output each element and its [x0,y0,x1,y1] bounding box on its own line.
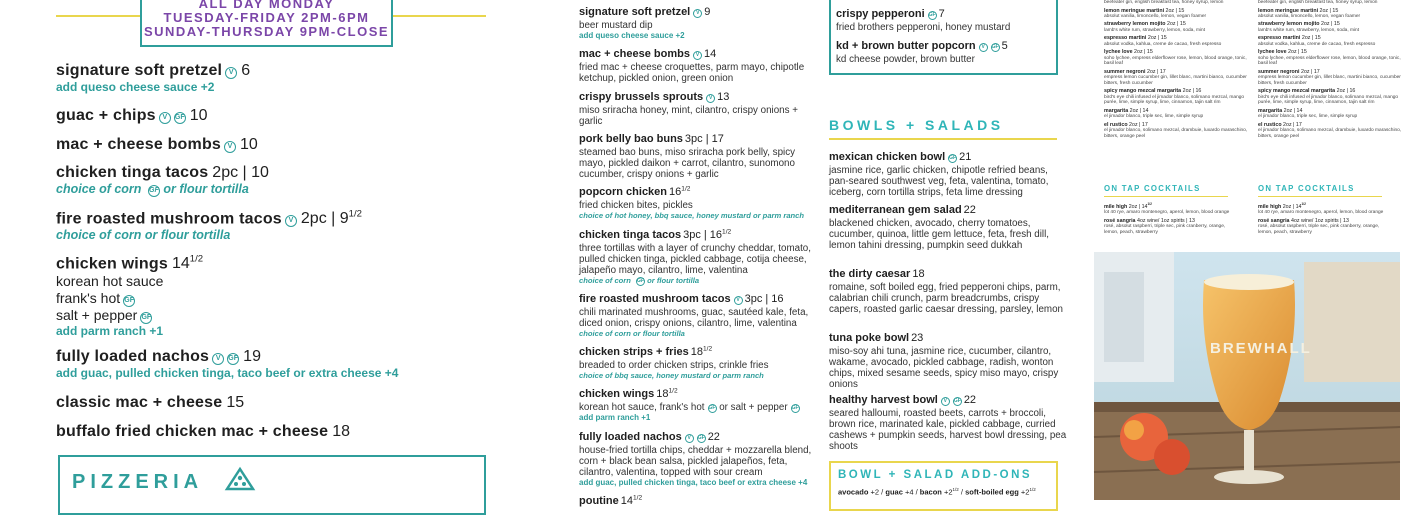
cocktail-price: 2oz | 15 [1319,7,1339,14]
item-addon: add queso cheese sauce +2 [56,80,215,94]
cocktail-description: el jimador blanco, solimano mezcal, drambuie, luxardo maraschino, bitters, orange peel [1104,127,1248,139]
cocktail-description: soho lychee, empress elderflower rose, lemon, blood orange, tonic, basil leaf [1104,55,1247,67]
cocktail-description: soho lychee, empress elderflower rose, lemon, blood orange, tonic, basil leaf [1258,55,1401,67]
item-name: tuna poke bowl [829,332,910,344]
item-name: chicken wings [56,255,168,273]
cocktail-item [1104,108,1254,120]
divider [1104,196,1228,197]
cocktail-price: 2oz | 15 [1167,21,1186,28]
vegetarian-icon: V [159,112,171,124]
item-name: chicken strips + fries [579,346,689,358]
beer-glass-photo [1094,252,1400,500]
cocktail-description: el jimador blanco, solimano mezcal, drambuie, luxardo maraschino, bitters, orange peel [1258,127,1402,139]
item-name: fully loaded nachos [579,431,682,443]
item-price: 15 [226,394,245,411]
cocktail-price: 2oz | 17 [1301,68,1320,75]
cocktail-description: absolut vanilia, limoncello, lemon, vegan foamer [1104,13,1207,19]
cocktail-name: espresso martini [1258,35,1301,42]
cocktail-name: lychee love [1258,49,1287,56]
cocktail-item [1258,21,1408,33]
cocktail-price: 2oz | 17 [1283,121,1302,128]
bowl-addons-box [829,461,1058,511]
cocktail-list-right [1258,0,1408,141]
bowls-salads-panel [815,0,1077,500]
cocktail-description: el jimador blanco, triple sec, lime, simple syrup [1258,114,1358,120]
item-price: 5 [1001,40,1008,52]
brewhall-logo: BREWHALL [1210,340,1312,357]
item-description: three tortillas with a layer of crunchy cheddar, tomato, pulled chicken tinga, pickled cabbage, cotija cheese, jalapeño mayo, cilantro, lime, valentina [579,243,811,276]
item-choice: choice of hot honey, bbq sauce, honey mustard or parm ranch [579,211,805,220]
cocktail-item: rosé sangria 4oz wine/ 1oz spirits | 13 rosé, absolut raspberri, triple sec, pink cranberry, orange, lemon, peach, strawberry [1104,217,1226,235]
cocktail-price: 2oz | 15 [1321,21,1340,28]
cocktail-item [1104,88,1254,105]
item-price: 22 [963,204,976,216]
happy-hour-times-box [140,0,393,47]
item-description: chili marinated mushrooms, guac, sautéed kale, feta, diced onion, crispy onions, cilantro, lime, valentina [579,307,809,329]
vegetarian-icon: V [693,51,702,60]
menu-item [836,4,1076,33]
cocktail-list-left [1104,0,1254,141]
item-choice: choice of corn or flour tortilla [56,228,231,243]
item-price: 3pc | 16 [744,293,784,305]
menu-item [56,254,536,338]
cocktail-price: 2oz | 15 [1134,49,1153,56]
cocktails-panel [1077,0,1400,500]
tap-list [1258,201,1388,237]
menu-item [829,200,1069,251]
cocktail-name: lemon meringue martini [1104,7,1165,14]
vegetarian-icon: V [693,9,702,18]
cocktail-name: margarita [1258,107,1283,114]
item-name: crispy pepperoni [836,8,925,20]
gluten-free-icon: GF [697,435,705,441]
item-price: 10 [189,107,208,124]
item-description: kd cheese powder, brown butter [836,54,975,65]
gluten-free-icon: GF [991,44,999,50]
item-price: 6 [241,62,251,79]
tap-list [1104,201,1234,237]
cocktail-item [1258,49,1408,66]
happy-hour-line: ALL DAY MONDAY [198,0,335,11]
vegetarian-icon: V [979,43,988,52]
gluten-free-icon: GF [123,295,135,307]
vegetarian-icon: V [941,397,950,406]
menu-item [56,107,536,125]
cocktail-price: 2oz | 17 [1147,68,1166,75]
item-price: 10 [240,136,258,153]
item-name: signature soft pretzel [56,62,223,79]
item-name: fire roasted mushroom tacos [579,293,731,305]
cocktail-item: mile high 2oz | $14^{1/2}$ lot 40 rye, amaro montenegro, aperol, lemon, blood orange [1104,202,1230,216]
gluten-free-icon: GF [140,312,152,324]
item-name: chicken tinga tacos [579,229,682,241]
divider [829,138,1057,140]
item-price: 3pc | $16^{1/2}$ [683,228,732,241]
menu-item [56,209,536,242]
sauce-option: frank's hot GF [56,290,135,307]
section-title: BOWL + SALAD ADD-ONS [838,469,1033,481]
sauce-option: salt + pepper GF [56,307,152,324]
happy-hour-line: TUESDAY-FRIDAY 2PM-6PM [163,10,370,25]
item-addon: add guac, pulled chicken tinga, taco beef or extra cheese +4 [56,366,399,380]
cocktail-item [1258,108,1408,120]
menu-item [829,328,1069,390]
cocktail-name: lychee love [1104,49,1133,56]
sauce-option: korean hot sauce [56,273,164,290]
item-price: $14^{1/2}$ [620,494,643,507]
cocktail-description: lamb's white rum, strawberry, lemon, soda, mint [1104,27,1206,33]
menu-item [829,264,1069,315]
item-price: 18 [912,268,925,280]
cocktail-price: 2oz | 16 [1182,88,1202,95]
cocktail-name: spicy mango mezcal margarita [1104,88,1182,95]
item-price: $14^{1/2}$ [171,254,204,273]
section-title: BOWLS + SALADS [829,117,1004,133]
cocktail-name: espresso martini [1104,35,1147,42]
cocktail-item [1258,8,1408,20]
cocktail-description: beefeater gin, english breakfast tea, honey syrup, lemon [1258,0,1378,5]
menu-item [579,225,819,286]
cocktail-item [1258,69,1408,86]
gluten-free-icon: GF [949,155,957,161]
gluten-free-icon: GF [174,112,186,124]
item-description: blackened chicken, avocado, cherry tomatoes, cucumber, quinoa, little gem lettuce, feta, fresh dill, lemon tahini dressing, pumpkin seed dukkah [829,218,1049,251]
vegetarian-icon: V [706,94,715,103]
item-name: guac + chips [56,107,156,124]
vegetarian-icon: V [685,434,694,443]
menu-item [579,289,819,338]
item-price: 7 [938,8,945,20]
cocktail-description: empress lemon cucumber gin, lillet blanc, martini bianco, cucumber bitters, fresh cucumber [1258,75,1401,86]
item-name: healthy harvest bowl [829,394,938,406]
menu-item [56,62,536,94]
pizzeria-section [58,455,486,515]
cocktail-name: spicy mango mezcal margarita [1258,88,1336,95]
section-title: PIZZERIA [72,471,204,493]
item-name: pork belly bao buns [579,133,683,145]
cocktail-item [1258,0,1408,6]
item-name: mexican chicken bowl [829,151,946,163]
item-description: fried brothers pepperoni, honey mustard [836,22,1011,33]
item-name: mac + cheese bombs [56,136,222,153]
item-name: popcorn chicken [579,186,668,198]
menu-item [579,427,819,487]
item-name: mediterranean gem salad [829,204,962,216]
item-name: buffalo fried chicken mac + cheese [56,423,329,440]
item-choice: choice of corn GF or flour tortilla [56,182,249,196]
menu-item [579,87,819,127]
cocktail-name: summer negroni [1258,68,1300,75]
happy-hour-menu-panel [0,0,545,500]
cocktail-price: 2oz | 16 [1336,88,1356,95]
item-price: 22 [963,394,977,406]
cocktail-description: el jimador blanco, triple sec, lime, simple syrup [1104,114,1204,120]
vegetarian-icon: V [224,141,236,153]
item-name: fire roasted mushroom tacos [56,210,282,228]
cocktail-item [1104,35,1254,47]
cocktail-name: strawberry lemon mojito [1258,21,1320,28]
cocktail-item [1104,69,1254,86]
menu-item [56,164,536,197]
cocktail-price: 2oz | 17 [1129,121,1148,128]
menu-item [579,44,819,84]
cocktail-item [1104,122,1254,139]
item-name: the dirty caesar [829,268,911,280]
item-addon: add parm ranch +1 [56,324,164,339]
cocktail-name: margarita [1104,107,1129,114]
cocktail-item [1104,8,1254,20]
item-name: kd + brown butter popcorn [836,40,976,52]
section-title: ON TAP COCKTAILS [1258,184,1355,193]
item-price: 14 [703,48,717,60]
item-name: signature soft pretzel [579,6,691,18]
item-description: jasmine rice, garlic chicken, chipotle refried beans, pan-seared southwest veg, feta, valentina, tomato, iceberg, corn tortilla strips, feta lime dressing [829,165,1049,198]
section-title: ON TAP COCKTAILS [1104,184,1201,193]
item-price: 22 [707,431,720,443]
cocktail-item [1104,21,1254,33]
item-name: classic mac + cheese [56,394,223,411]
item-description: seared halloumi, roasted beets, carrots + broccoli, brown rice, marinated kale, pickled cabbage, curried cashews + pumpkin seeds, harvest bowl dressing, pea shoots [829,408,1067,452]
gluten-free-icon: GF [637,278,644,284]
happy-hour-line: SUNDAY-THURSDAY 9PM-CLOSE [143,24,390,39]
item-choice: choice of corn GF or flour tortilla [579,276,700,285]
cocktail-item [1258,122,1408,139]
vegetarian-icon: V [212,353,224,365]
cocktail-description: empress lemon cucumber gin, lillet blanc, martini bianco, cucumber bitters, fresh cucumber [1104,75,1247,86]
item-price: 3pc | 17 [684,133,724,145]
item-name: chicken wings [579,388,655,400]
menu-item [829,147,1069,198]
menu-item [579,491,819,509]
item-choice: choice of bbq sauce, honey mustard or parm ranch [579,371,764,380]
cocktail-item [1258,88,1408,105]
cocktail-item: mile high 2oz | $14^{1/2}$ lot 40 rye, amaro montenegro, aperol, lemon, blood orange [1258,202,1384,216]
item-price: 18 [332,423,351,440]
item-name: mac + cheese bombs [579,48,690,60]
snacks-menu-panel [560,0,815,507]
divider [1258,196,1382,197]
item-addon: add queso cheese sauce +2 [579,31,685,40]
item-addon: add guac, pulled chicken tinga, taco beef or extra cheese +4 [579,478,808,487]
item-name: poutine [579,495,619,507]
vegetarian-icon: V [734,296,743,305]
item-description: steamed bao buns, miso sriracha pork belly, spicy mayo, pickled daikon + carrot, cilantro, sunomono cucumber, crispy onions + garlic [579,147,795,180]
cocktail-item [1104,49,1254,66]
vegetarian-icon: V [225,67,237,79]
item-description: house-fried tortilla chips, cheddar + mozzarella blend, corn + black bean salsa, pickled jalapeños, feta, cilantro, valentina, topped with sour cream [579,445,812,478]
cocktail-description: lamb's white rum, strawberry, lemon, soda, mint [1258,27,1360,33]
item-price: 23 [911,332,924,344]
cocktail-name: lemon meringue martini [1258,7,1319,14]
menu-item [579,342,819,380]
cocktail-price: 2oz | 15 [1165,7,1185,14]
item-description: beer mustard dip [579,20,653,31]
cocktail-price: 2oz | 15 [1147,35,1167,42]
cocktail-description: absolut vodka, kahlua, creme de cacao, fresh espresso [1258,41,1376,47]
item-description: korean hot sauce, frank's hot GF or salt + pepper GF [579,402,799,413]
cocktail-price: 2oz | 14 [1129,107,1149,114]
gluten-free-icon: GF [953,398,961,404]
item-description: miso sriracha honey, mint, cilantro, crispy onions + garlic [579,105,798,127]
item-price: 21 [959,151,972,163]
item-description: fried chicken bites, pickles [579,200,693,211]
gluten-free-icon: GF [791,405,799,411]
menu-item [579,182,819,220]
item-price: 19 [243,348,261,365]
item-price: 9 [704,6,711,18]
cocktail-description: bird's eye chili infused el jimador blanco, solimano mezcal, mango purée, lime, simple syrup, lime, cinnamon, tajin salt rim [1104,94,1245,106]
menu-item [56,348,536,380]
item-price: $16^{1/2}$ [669,185,691,198]
item-description: romaine, soft boiled egg, fried pepperoni chips, parm, calabrian chili crunch, parm breadcrumbs, crispy capers, roasted garlic caesar dressing, parsley, lemon [829,282,1063,315]
cocktail-name: el rustico [1104,121,1128,128]
gluten-free-icon: GF [148,185,160,197]
cocktail-description: bird's eye chili infused el jimador blanco, solimano mezcal, mango purée, lime, simple syrup, lime, cinnamon, tajin salt rim [1258,94,1399,106]
cocktail-item [1104,0,1254,6]
vegetarian-icon: V [285,215,297,227]
gluten-free-icon: GF [227,353,239,365]
menu-item [836,36,1076,65]
cocktail-name: summer negroni [1104,68,1146,75]
cocktail-name: el rustico [1258,121,1282,128]
menu-item [829,390,1069,452]
cocktail-name: strawberry lemon mojito [1104,21,1166,28]
item-price: 13 [717,91,730,103]
item-name: crispy brussels sprouts [579,91,704,103]
menu-item [56,394,536,412]
item-name: fully loaded nachos [56,348,210,365]
gluten-free-icon: GF [708,405,716,411]
menu-item [579,129,819,180]
menu-item [579,384,819,422]
item-addon: add parm ranch +1 [579,413,651,422]
cocktail-description: beefeater gin, english breakfast tea, honey syrup, lemon [1104,0,1224,5]
menu-item [56,423,536,441]
cocktail-item: rosé sangria 4oz wine/ 1oz spirits | 13 rosé, absolut raspberri, triple sec, pink cranberry, orange, lemon, peach, strawberry [1258,217,1380,235]
item-name: chicken tinga tacos [56,164,209,181]
item-description: miso-soy ahi tuna, jasmine rice, cucumber, cilantro, wakame, avocado, pickled cabbage, radish, wonton chips, mixed sesame seeds, spicy miso mayo, crispy onions [829,346,1059,390]
cocktail-description: absolut vodka, kahlua, creme de cacao, fresh espresso [1104,41,1222,47]
cocktail-price: 2oz | 15 [1288,49,1307,56]
gluten-free-icon: GF [928,12,936,18]
menu-item [579,2,819,40]
item-price: 2pc | 10 [212,164,269,181]
cocktail-item [1258,35,1408,47]
menu-item [56,136,536,154]
addon-list: avocado +2 / guac +4 / bacon $+2^{1/2}$ / soft-boiled egg $+2^{1/2}$ [838,487,1036,497]
cocktail-price: 2oz | 15 [1301,35,1321,42]
item-choice: choice of corn or flour tortilla [579,329,685,338]
item-price: $18^{1/2}$ [656,387,678,400]
item-price: $18^{1/2}$ [690,345,713,358]
item-price: 2pc | $9^{1/2}$ [300,209,362,228]
cocktail-price: 2oz | 14 [1283,107,1303,114]
item-description: breaded to order chicken strips, crinkle fries [579,360,769,371]
item-description: fried mac + cheese croquettes, parm mayo, chipotle ketchup, pickled onion, green onion [579,62,805,84]
pizza-slice-icon [225,467,255,493]
cocktail-description: absolut vanilia, limoncello, lemon, vegan foamer [1258,13,1361,19]
